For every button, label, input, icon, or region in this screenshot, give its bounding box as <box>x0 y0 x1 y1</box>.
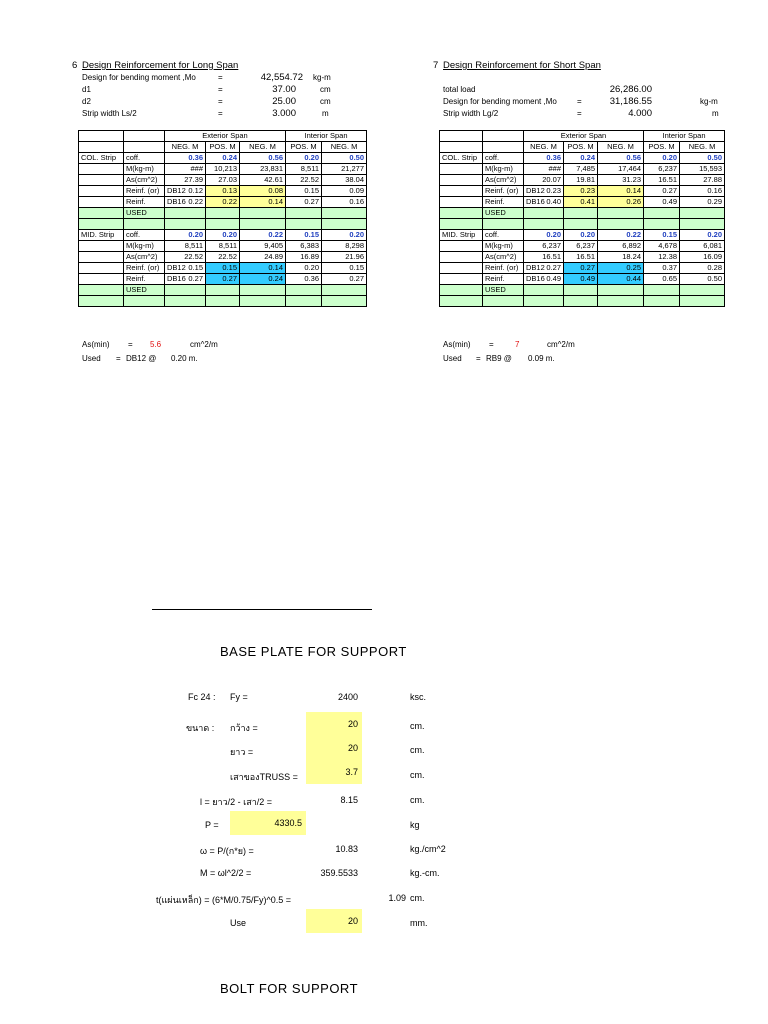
as-cell: 22.52 <box>165 252 206 263</box>
moment-cell: 6,081 <box>680 241 725 252</box>
param-value: 31,186.55 <box>609 96 652 107</box>
coff-cell: 0.24 <box>564 153 598 164</box>
reinf-cell: DB12 0.12 <box>165 186 206 197</box>
moment-cell: 6,383 <box>286 241 322 252</box>
used-bar: RB9 @ <box>486 354 512 363</box>
table-row <box>79 175 367 186</box>
param-unit: cm <box>320 85 331 94</box>
row-label: USED <box>124 285 165 296</box>
reinf-cell: DB16 0.22 <box>165 197 206 208</box>
used-bar: DB12 @ <box>126 354 157 363</box>
table-row <box>79 252 367 263</box>
param-value: 26,286.00 <box>609 84 652 95</box>
strip-label: MID. Strip <box>440 230 483 241</box>
interior-span-header: Interior Span <box>644 131 725 142</box>
table-row <box>79 153 367 164</box>
reinf-cell: 0.15 <box>286 186 322 197</box>
reinf-cell: 0.49 <box>564 274 598 285</box>
reinf-cell: 0.16 <box>680 186 725 197</box>
reinf-cell: DB12 0.23 <box>524 186 564 197</box>
moment-cell: 8,298 <box>322 241 367 252</box>
used-eq: = <box>476 354 481 363</box>
reinf-cell: 0.65 <box>644 274 680 285</box>
table-row <box>440 186 725 197</box>
table-row <box>79 197 367 208</box>
row-label: ยาว = <box>230 747 254 757</box>
moment-cell: ### <box>165 164 206 175</box>
table-row <box>79 263 367 274</box>
reinf-cell: 0.15 <box>206 263 240 274</box>
plate-thickness-input[interactable]: 20 <box>306 909 362 933</box>
used-label: Used <box>443 354 462 363</box>
coff-cell: 0.15 <box>286 230 322 241</box>
short-span-title: Design Reinforcement for Short Span <box>443 60 601 71</box>
reinf-cell: 0.27 <box>322 274 367 285</box>
row-label: Fy = <box>230 692 248 702</box>
reinf-cell: 0.27 <box>564 263 598 274</box>
reinf-cell: 0.27 <box>286 197 322 208</box>
coff-cell: 0.36 <box>165 153 206 164</box>
coff-cell: 0.50 <box>322 153 367 164</box>
reinf-cell: 0.27 <box>206 274 240 285</box>
as-cell: 18.24 <box>598 252 644 263</box>
moment-cell: ### <box>524 164 564 175</box>
row-value: 10.83 <box>335 844 358 854</box>
param-value: 4.000 <box>628 108 652 119</box>
row-label: M(kg-m) <box>483 241 524 252</box>
row-label: As(cm^2) <box>483 252 524 263</box>
param-label: Design for bending moment ,Mo <box>82 73 196 82</box>
table-row <box>440 208 725 219</box>
col-header: NEG. M <box>524 142 564 153</box>
exterior-span-header: Exterior Span <box>165 131 286 142</box>
as-cell: 16.09 <box>680 252 725 263</box>
coff-cell: 0.20 <box>206 230 240 241</box>
row-label: Reinf. <box>483 197 524 208</box>
long-span-number: 6 <box>72 60 78 71</box>
param-label: d2 <box>82 97 91 106</box>
coff-cell: 0.20 <box>680 230 725 241</box>
as-cell: 22.52 <box>286 175 322 186</box>
table-row <box>79 230 367 241</box>
reinf-cell: 0.09 <box>322 186 367 197</box>
coff-cell: 0.20 <box>524 230 564 241</box>
as-cell: 27.39 <box>165 175 206 186</box>
truss-column-input[interactable]: 3.7 <box>306 760 362 784</box>
table-row <box>79 208 367 219</box>
param-value: 3.000 <box>272 108 296 119</box>
param-label: d1 <box>82 85 91 94</box>
row-unit: ksc. <box>410 692 427 702</box>
moment-cell: 10,213 <box>206 164 240 175</box>
exterior-span-header: Exterior Span <box>524 131 644 142</box>
row-label: Reinf. <box>124 274 165 285</box>
as-cell: 22.52 <box>206 252 240 263</box>
as-min-label: As(min) <box>443 340 471 349</box>
table-row <box>79 274 367 285</box>
row-prefix: Fc 24 : <box>188 692 216 702</box>
interior-span-header: Interior Span <box>286 131 367 142</box>
moment-cell: 6,237 <box>524 241 564 252</box>
reinf-cell: 0.14 <box>240 263 286 274</box>
moment-cell: 23,831 <box>240 164 286 175</box>
moment-cell: 6,237 <box>644 164 680 175</box>
reinf-cell: 0.28 <box>680 263 725 274</box>
row-value: 2400 <box>337 692 358 702</box>
table-row <box>440 230 725 241</box>
col-header: NEG. M <box>598 142 644 153</box>
reinf-cell: DB16 0.27 <box>165 274 206 285</box>
as-cell: 16.51 <box>564 252 598 263</box>
reinf-cell: 0.49 <box>644 197 680 208</box>
as-cell: 42.61 <box>240 175 286 186</box>
as-min-eq: = <box>489 340 494 349</box>
table-row <box>440 274 725 285</box>
reinf-cell: 0.08 <box>240 186 286 197</box>
moment-cell: 8,511 <box>165 241 206 252</box>
used-spacing: 0.20 m. <box>171 354 198 363</box>
coff-cell: 0.20 <box>165 230 206 241</box>
long-span-table <box>78 130 367 307</box>
param-label: Strip width Ls/2 <box>82 109 137 118</box>
row-label: P = <box>205 820 219 830</box>
load-input[interactable]: 4330.5 <box>230 811 306 835</box>
row-label: Reinf. <box>124 197 165 208</box>
coff-cell: 0.20 <box>564 230 598 241</box>
row-label: M(kg-m) <box>483 164 524 175</box>
moment-cell: 6,237 <box>564 241 598 252</box>
param-unit: kg-m <box>313 73 331 82</box>
coff-cell: 0.24 <box>206 153 240 164</box>
coff-cell: 0.20 <box>322 230 367 241</box>
col-header: POS. M <box>286 142 322 153</box>
table-row <box>79 164 367 175</box>
row-label: l = ยาว/2 - เสา/2 = <box>200 797 273 807</box>
row-label: กว้าง = <box>230 723 258 733</box>
as-cell: 16.51 <box>644 175 680 186</box>
as-cell: 19.81 <box>564 175 598 186</box>
row-unit: cm. <box>410 745 425 755</box>
table-row <box>440 296 725 307</box>
reinf-cell: 0.13 <box>206 186 240 197</box>
base-plate-title: BASE PLATE FOR SUPPORT <box>220 644 407 659</box>
as-cell: 16.51 <box>524 252 564 263</box>
reinf-cell: 0.44 <box>598 274 644 285</box>
coff-cell: 0.20 <box>644 153 680 164</box>
param-value: 37.00 <box>272 84 296 95</box>
as-min-value: 5.6 <box>150 340 162 349</box>
param-eq: = <box>577 97 582 106</box>
coff-cell: 0.56 <box>240 153 286 164</box>
row-unit: kg.-cm. <box>410 868 440 878</box>
row-unit: cm. <box>410 795 425 805</box>
as-cell: 27.88 <box>680 175 725 186</box>
row-label: Reinf. (or) <box>483 186 524 197</box>
reinf-cell: DB12 0.27 <box>524 263 564 274</box>
reinf-cell: 0.29 <box>680 197 725 208</box>
reinf-cell: 0.22 <box>206 197 240 208</box>
row-label: As(cm^2) <box>483 175 524 186</box>
moment-cell: 6,892 <box>598 241 644 252</box>
row-value: 359.5533 <box>320 868 358 878</box>
row-label: M(kg-m) <box>124 164 165 175</box>
table-row <box>440 219 725 230</box>
row-unit: cm. <box>410 721 425 731</box>
row-unit: kg <box>410 820 420 830</box>
row-label: As(cm^2) <box>124 252 165 263</box>
length-input[interactable]: 20 <box>306 736 362 760</box>
reinf-cell: 0.16 <box>322 197 367 208</box>
reinf-cell: 0.15 <box>322 263 367 274</box>
used-eq: = <box>116 354 121 363</box>
short-span-number: 7 <box>433 60 439 71</box>
row-unit: cm. <box>410 770 425 780</box>
row-label: Reinf. (or) <box>124 263 165 274</box>
row-label: Use <box>230 918 247 928</box>
param-eq: = <box>218 85 223 94</box>
reinf-cell: DB16 0.49 <box>524 274 564 285</box>
moment-cell: 21,277 <box>322 164 367 175</box>
row-label: Reinf. <box>483 274 524 285</box>
short-span-table <box>439 130 725 307</box>
used-spacing: 0.09 m. <box>528 354 555 363</box>
table-row <box>79 285 367 296</box>
reinf-cell: DB16 0.40 <box>524 197 564 208</box>
table-row <box>440 252 725 263</box>
moment-cell: 15,593 <box>680 164 725 175</box>
table-row <box>79 241 367 252</box>
row-label: t(แผ่นเหล็ก) = (6*M/0.75/Fy)^0.5 = <box>156 895 291 905</box>
moment-cell: 8,511 <box>286 164 322 175</box>
row-label: Reinf. (or) <box>124 186 165 197</box>
reinf-cell: 0.14 <box>240 197 286 208</box>
as-cell: 31.23 <box>598 175 644 186</box>
param-value: 25.00 <box>272 96 296 107</box>
as-min-unit: cm^2/m <box>190 340 218 349</box>
table-row <box>440 153 725 164</box>
table-row <box>440 263 725 274</box>
moment-cell: 17,464 <box>598 164 644 175</box>
row-label: USED <box>483 208 524 219</box>
reinf-cell: 0.27 <box>644 186 680 197</box>
table-row <box>440 197 725 208</box>
row-label: เสาของTRUSS = <box>230 772 298 782</box>
as-cell: 38.04 <box>322 175 367 186</box>
reinf-cell: 0.24 <box>240 274 286 285</box>
as-cell: 16.89 <box>286 252 322 263</box>
col-header: NEG. M <box>680 142 725 153</box>
strip-label: COL. Strip <box>79 153 124 164</box>
row-unit: mm. <box>410 918 428 928</box>
width-input[interactable]: 20 <box>306 712 362 736</box>
col-header: POS. M <box>644 142 680 153</box>
col-header: NEG. M <box>240 142 286 153</box>
param-unit: m <box>712 109 719 118</box>
as-cell: 20.07 <box>524 175 564 186</box>
row-label: USED <box>124 208 165 219</box>
coff-cell: 0.22 <box>240 230 286 241</box>
as-cell: 12.38 <box>644 252 680 263</box>
as-min-unit: cm^2/m <box>547 340 575 349</box>
strip-label: COL. Strip <box>440 153 483 164</box>
table-row <box>79 219 367 230</box>
reinf-cell: 0.50 <box>680 274 725 285</box>
table-row <box>440 241 725 252</box>
table-row <box>440 175 725 186</box>
moment-cell: 8,511 <box>206 241 240 252</box>
row-label: Reinf. (or) <box>483 263 524 274</box>
row-label: M = ωl^2/2 = <box>200 868 252 878</box>
col-header: POS. M <box>206 142 240 153</box>
section-divider <box>152 609 372 610</box>
param-unit: m <box>322 109 329 118</box>
moment-cell: 4,678 <box>644 241 680 252</box>
as-cell: 27.03 <box>206 175 240 186</box>
row-value: 1.09 <box>388 893 406 903</box>
coff-cell: 0.50 <box>680 153 725 164</box>
row-prefix: ขนาด : <box>186 723 215 733</box>
row-label: coff. <box>483 153 524 164</box>
row-label: M(kg-m) <box>124 241 165 252</box>
coff-cell: 0.56 <box>598 153 644 164</box>
param-label: Design for bending moment ,Mo <box>443 97 557 106</box>
row-label: ω = P/(ก*ย) = <box>200 846 254 856</box>
moment-cell: 7,485 <box>564 164 598 175</box>
param-label: total load <box>443 85 476 94</box>
coff-cell: 0.22 <box>598 230 644 241</box>
param-eq: = <box>218 109 223 118</box>
col-header: NEG. M <box>322 142 367 153</box>
reinf-cell: 0.37 <box>644 263 680 274</box>
reinf-cell: 0.23 <box>564 186 598 197</box>
col-header: NEG. M <box>165 142 206 153</box>
param-unit: kg-m <box>700 97 718 106</box>
as-cell: 21.96 <box>322 252 367 263</box>
table-row <box>79 186 367 197</box>
param-eq: = <box>577 109 582 118</box>
param-value: 42,554.72 <box>260 72 303 83</box>
bolt-title: BOLT FOR SUPPORT <box>220 981 359 996</box>
row-label: coff. <box>124 153 165 164</box>
reinf-cell: 0.14 <box>598 186 644 197</box>
as-cell: 24.89 <box>240 252 286 263</box>
reinf-cell: 0.20 <box>286 263 322 274</box>
row-value: 8.15 <box>340 795 358 805</box>
as-min-eq: = <box>128 340 133 349</box>
table-row <box>440 164 725 175</box>
reinf-cell: 0.41 <box>564 197 598 208</box>
row-unit: cm. <box>410 893 425 903</box>
row-label: USED <box>483 285 524 296</box>
coff-cell: 0.15 <box>644 230 680 241</box>
coff-cell: 0.36 <box>524 153 564 164</box>
as-min-value: 7 <box>515 340 520 349</box>
col-header: POS. M <box>564 142 598 153</box>
param-unit: cm <box>320 97 331 106</box>
long-span-title: Design Reinforcement for Long Span <box>82 60 239 71</box>
moment-cell: 9,405 <box>240 241 286 252</box>
as-min-label: As(min) <box>82 340 110 349</box>
reinf-cell: DB12 0.15 <box>165 263 206 274</box>
used-label: Used <box>82 354 101 363</box>
row-label: coff. <box>124 230 165 241</box>
coff-cell: 0.20 <box>286 153 322 164</box>
table-row <box>79 296 367 307</box>
reinf-cell: 0.26 <box>598 197 644 208</box>
param-eq: = <box>218 97 223 106</box>
row-label: As(cm^2) <box>124 175 165 186</box>
row-unit: kg./cm^2 <box>410 844 446 854</box>
reinf-cell: 0.36 <box>286 274 322 285</box>
strip-label: MID. Strip <box>79 230 124 241</box>
table-row <box>440 285 725 296</box>
param-label: Strip width Lg/2 <box>443 109 499 118</box>
param-eq: = <box>218 73 223 82</box>
row-label: coff. <box>483 230 524 241</box>
reinf-cell: 0.25 <box>598 263 644 274</box>
